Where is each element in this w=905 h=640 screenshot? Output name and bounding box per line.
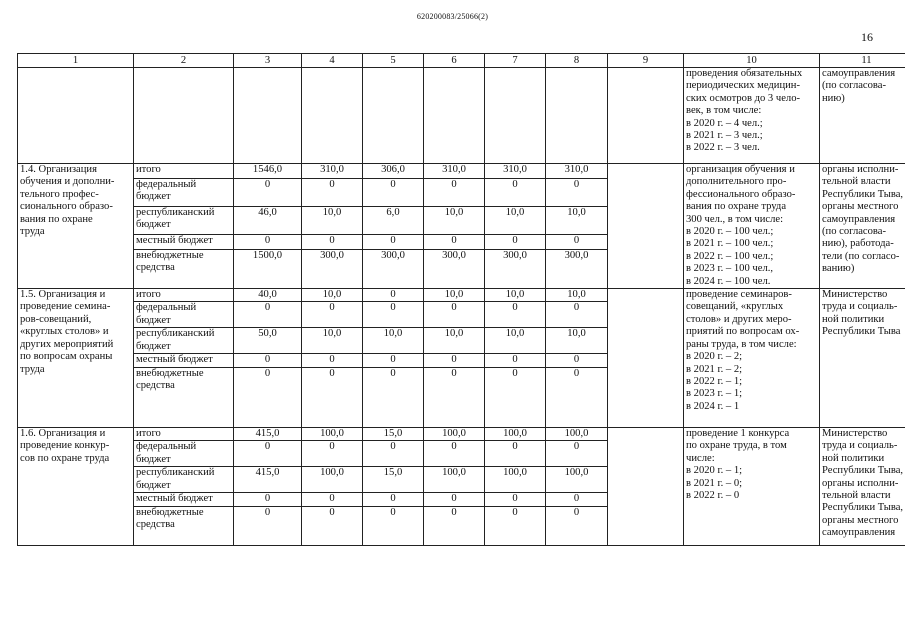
amount-cell: 0 (546, 178, 608, 206)
amount-cell: 100,0 (485, 427, 546, 440)
table-cell (18, 68, 134, 164)
amount-cell: 10,0 (485, 289, 546, 302)
funding-source-label: местный бюджет (134, 354, 234, 367)
funding-source-label: внебюджетные средства (134, 367, 234, 427)
funding-source-label: местный бюджет (134, 235, 234, 250)
table-row (18, 427, 905, 440)
amount-cell: 0 (546, 367, 608, 427)
amount-cell: 100,0 (546, 427, 608, 440)
amount-cell: 0 (302, 178, 363, 206)
amount-cell: 0 (234, 506, 302, 545)
amount-cell: 0 (302, 493, 363, 506)
amount-cell: 300,0 (424, 249, 485, 288)
result-cell: проведение 1 конкурса по охране труда, в том числе: в 2020 г. – 1; в 2021 г. – 0; в 2022 г. – 0 (684, 427, 820, 545)
empty-cell (608, 427, 684, 545)
amount-cell: 0 (234, 302, 302, 328)
activity-title: 1.6. Организация и проведение конкур- сов по охране труда (18, 427, 134, 545)
funding-source-label: республиканский бюджет (134, 206, 234, 234)
amount-cell: 0 (363, 493, 424, 506)
activity-title: 1.4. Организация обучения и дополни- тельного профес- сионального образо- вания по охране труда (18, 164, 134, 289)
amount-cell: 0 (546, 493, 608, 506)
funding-source-label: внебюджетные средства (134, 506, 234, 545)
funding-source-label: внебюджетные средства (134, 249, 234, 288)
amount-cell: 0 (302, 367, 363, 427)
funding-source-label: итого (134, 427, 234, 440)
amount-cell: 0 (424, 493, 485, 506)
amount-cell: 0 (546, 302, 608, 328)
amount-cell: 0 (424, 367, 485, 427)
amount-cell: 0 (485, 441, 546, 467)
table-row (18, 289, 905, 302)
funding-source-label: федеральный бюджет (134, 441, 234, 467)
column-header: 7 (485, 54, 546, 68)
amount-cell: 0 (363, 506, 424, 545)
amount-cell: 0 (363, 441, 424, 467)
amount-cell: 0 (302, 506, 363, 545)
amount-cell: 0 (546, 506, 608, 545)
amount-cell: 15,0 (363, 427, 424, 440)
table-cell (234, 68, 302, 164)
amount-cell: 10,0 (485, 328, 546, 354)
amount-cell: 100,0 (485, 467, 546, 493)
amount-cell: 1500,0 (234, 249, 302, 288)
funding-source-label: республиканский бюджет (134, 328, 234, 354)
amount-cell: 300,0 (485, 249, 546, 288)
amount-cell: 0 (234, 354, 302, 367)
responsible-cell: самоуправления (по согласова- нию) (820, 68, 905, 164)
funding-source-label: итого (134, 164, 234, 179)
result-cell: проведение семинаров- совещаний, «круглых столов» и других меро- приятий по вопросам ох- раны труда, в том числе: в 2020 г. – 2; в 2021 г. – 2; в 2022 г. – 1; в 2023 г. – 1; в 2024 г. – 1 (684, 289, 820, 428)
funding-source-label: итого (134, 289, 234, 302)
amount-cell: 0 (302, 354, 363, 367)
amount-cell: 300,0 (546, 249, 608, 288)
amount-cell: 10,0 (302, 206, 363, 234)
program-table (17, 53, 905, 546)
amount-cell: 300,0 (363, 249, 424, 288)
amount-cell: 100,0 (546, 467, 608, 493)
amount-cell: 0 (485, 354, 546, 367)
column-header: 4 (302, 54, 363, 68)
amount-cell: 0 (234, 178, 302, 206)
amount-cell: 10,0 (302, 328, 363, 354)
amount-cell: 0 (234, 493, 302, 506)
amount-cell: 0 (485, 302, 546, 328)
table-cell (546, 68, 608, 164)
table-cell (485, 68, 546, 164)
responsible-cell: Министерство труда и социаль- ной политики Республики Тыва (820, 289, 905, 428)
table-row (18, 164, 905, 179)
amount-cell: 1546,0 (234, 164, 302, 179)
amount-cell: 0 (485, 367, 546, 427)
funding-source-label: республиканский бюджет (134, 467, 234, 493)
funding-source-label: федеральный бюджет (134, 178, 234, 206)
amount-cell: 0 (363, 367, 424, 427)
amount-cell: 0 (546, 235, 608, 250)
amount-cell: 10,0 (485, 206, 546, 234)
amount-cell: 310,0 (424, 164, 485, 179)
amount-cell: 306,0 (363, 164, 424, 179)
amount-cell: 10,0 (424, 328, 485, 354)
amount-cell: 0 (302, 441, 363, 467)
amount-cell: 0 (363, 354, 424, 367)
amount-cell: 100,0 (424, 467, 485, 493)
amount-cell: 0 (424, 441, 485, 467)
amount-cell: 10,0 (546, 206, 608, 234)
amount-cell: 0 (363, 178, 424, 206)
column-header: 3 (234, 54, 302, 68)
amount-cell: 0 (546, 354, 608, 367)
page-number: 16 (861, 30, 873, 44)
amount-cell: 0 (485, 235, 546, 250)
amount-cell: 0 (234, 441, 302, 467)
column-header: 11 (820, 54, 905, 68)
amount-cell: 0 (424, 354, 485, 367)
document-id: 620200083/25066(2) (416, 12, 489, 21)
responsible-cell: Министерство труда и социаль- ной политики Республики Тыва, органы исполни- тельной власти Республики Тыва, органы местного самоуправления (820, 427, 905, 545)
amount-cell: 0 (363, 289, 424, 302)
amount-cell: 0 (485, 178, 546, 206)
table-cell (424, 68, 485, 164)
amount-cell: 0 (424, 178, 485, 206)
amount-cell: 100,0 (424, 427, 485, 440)
amount-cell: 40,0 (234, 289, 302, 302)
amount-cell: 15,0 (363, 467, 424, 493)
amount-cell: 0 (302, 302, 363, 328)
activity-title: 1.5. Организация и проведение семина- ров-совещаний, «круглых столов» и других мероприятий по вопросам охраны труда (18, 289, 134, 428)
amount-cell: 50,0 (234, 328, 302, 354)
amount-cell: 0 (485, 506, 546, 545)
result-cell: проведения обязательных периодических медицин- ских осмотров до 3 чело- век, в том числе: в 2020 г. – 4 чел.; в 2021 г. – 3 чел.; в 2022 г. – 3 чел. (684, 68, 820, 164)
amount-cell: 0 (424, 506, 485, 545)
amount-cell: 100,0 (302, 427, 363, 440)
amount-cell: 0 (424, 235, 485, 250)
column-header: 5 (363, 54, 424, 68)
amount-cell: 100,0 (302, 467, 363, 493)
funding-source-label: местный бюджет (134, 493, 234, 506)
column-header: 8 (546, 54, 608, 68)
amount-cell: 10,0 (546, 289, 608, 302)
amount-cell: 310,0 (546, 164, 608, 179)
amount-cell: 10,0 (302, 289, 363, 302)
amount-cell: 10,0 (546, 328, 608, 354)
table-cell (134, 68, 234, 164)
funding-source-label: федеральный бюджет (134, 302, 234, 328)
amount-cell: 0 (302, 235, 363, 250)
responsible-cell: органы исполни- тельной власти Республики Тыва, органы местного самоуправления (по согласова- нию), работода- тели (по согласо- ванию) (820, 164, 905, 289)
amount-cell: 415,0 (234, 467, 302, 493)
amount-cell: 0 (424, 302, 485, 328)
table-cell (302, 68, 363, 164)
amount-cell: 0 (485, 493, 546, 506)
amount-cell: 0 (234, 367, 302, 427)
column-header: 10 (684, 54, 820, 68)
amount-cell: 300,0 (302, 249, 363, 288)
empty-cell (608, 289, 684, 428)
column-header: 2 (134, 54, 234, 68)
amount-cell: 10,0 (363, 328, 424, 354)
amount-cell: 10,0 (424, 206, 485, 234)
amount-cell: 10,0 (424, 289, 485, 302)
amount-cell: 0 (234, 235, 302, 250)
amount-cell: 310,0 (302, 164, 363, 179)
table-cell (608, 68, 684, 164)
amount-cell: 0 (363, 235, 424, 250)
result-cell: организация обучения и дополнительного про- фессионального образо- вания по охране труда 300 чел., в том числе: в 2020 г. – 100 чел.; в 2021 г. – 100 чел.; в 2022 г. – 100 чел.; в 2023 г. – 100 чел., в 2024 г. – 100 чел. (684, 164, 820, 289)
table-cell (363, 68, 424, 164)
amount-cell: 0 (363, 302, 424, 328)
amount-cell: 6,0 (363, 206, 424, 234)
column-header: 6 (424, 54, 485, 68)
column-header: 1 (18, 54, 134, 68)
continuation-row (18, 68, 905, 164)
amount-cell: 415,0 (234, 427, 302, 440)
header-row (18, 54, 905, 68)
amount-cell: 310,0 (485, 164, 546, 179)
amount-cell: 46,0 (234, 206, 302, 234)
column-header: 9 (608, 54, 684, 68)
empty-cell (608, 164, 684, 289)
amount-cell: 0 (546, 441, 608, 467)
